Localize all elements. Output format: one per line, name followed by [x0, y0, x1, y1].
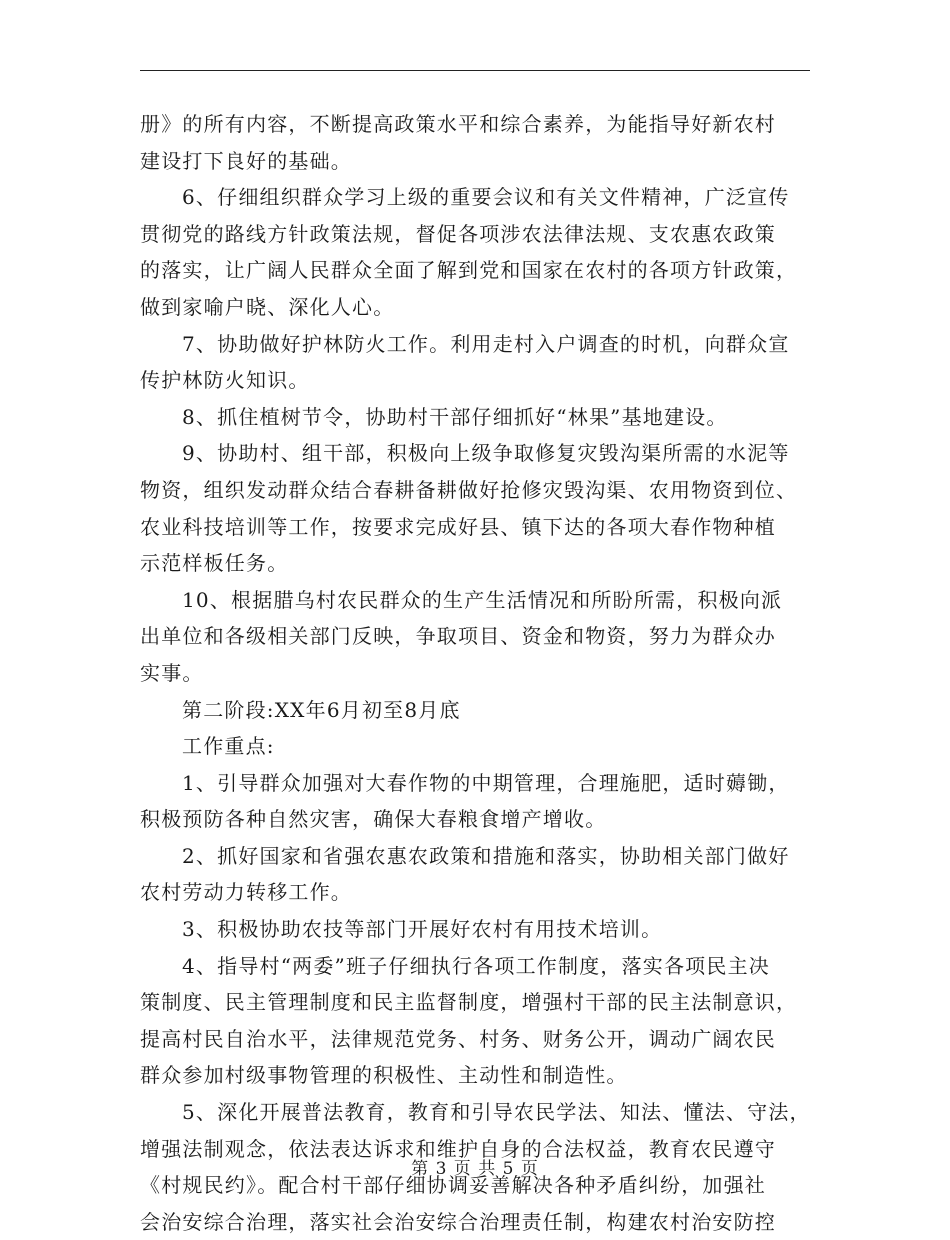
text-line: 8、抓住植树节令，协助村干部仔细抓好“林果”基地建设。 — [182, 404, 728, 429]
text-line: 传护林防火知识。 — [140, 368, 310, 393]
text-line: 10、根据腊乌村农民群众的生产生活情况和所盼所需，积极向派 — [182, 587, 783, 612]
text-line: 6、仔细组织群众学习上级的重要会议和有关文件精神，广泛宣传 — [182, 185, 790, 210]
text-line: 出单位和各级相关部门反映，争取项目、资金和物资，努力为群众办 — [140, 624, 776, 649]
text-line: 册》的所有内容，不断提高政策水平和综合素养，为能指导好新农村 — [140, 112, 776, 136]
page-footer: 第 3 页 共 5 页 — [411, 1159, 539, 1179]
text-line: 农业科技培训等工作，按要求完成好县、镇下达的各项大春作物种植 — [140, 514, 776, 539]
text-line: 增强法制观念，依法表达诉求和维护自身的合法权益，教育农民遵守 — [140, 1136, 776, 1161]
header-rule — [140, 70, 810, 71]
text-line: 做到家喻户晓、深化人心。 — [140, 294, 395, 319]
text-line: 贯彻党的路线方针政策法规，督促各项涉农法律法规、支农惠农政策 — [140, 221, 776, 246]
text-line: 工作重点: — [182, 734, 275, 759]
text-line: 4、指导村“两委”班子仔细执行各项工作制度，落实各项民主决 — [182, 953, 770, 978]
text-line: 5、深化开展普法教育，教育和引导农民学法、知法、懂法、守法， — [182, 1100, 811, 1125]
text-line: 积极预防各种自然灾害，确保大春粮食增产增收。 — [140, 807, 607, 832]
text-line: 《村规民约》。配合村干部仔细协调妥善解决各种矛盾纠纷，加强社 — [140, 1173, 766, 1198]
text-line: 1、引导群众加强对大春作物的中期管理，合理施肥，适时薅锄， — [182, 770, 790, 795]
text-line: 示范样板任务。 — [140, 551, 289, 576]
text-line: 3、积极协助农技等部门开展好农村有用技术培训。 — [182, 917, 663, 942]
text-line: 物资，组织发动群众结合春耕备耕做好抢修灾毁沟渠、农用物资到位、 — [140, 477, 798, 502]
text-line: 群众参加村级事物管理的积极性、主动性和制造性。 — [140, 1063, 628, 1088]
text-line: 策制度、民主管理制度和民主监督制度，增强村干部的民主法制意识， — [140, 990, 798, 1015]
text-line: 农村劳动力转移工作。 — [140, 880, 352, 905]
text-line: 第二阶段:XX年6月初至8月底 — [182, 697, 461, 722]
document-body — [140, 106, 815, 1240]
text-line: 的落实，让广阔人民群众全面了解到党和国家在农村的各项方针政策， — [140, 258, 798, 283]
text-line: 提高村民自治水平，法律规范党务、村务、财务公开，调动广阔农民 — [140, 1026, 776, 1051]
text-line: 会治安综合治理，落实社会治安综合治理责任制，构建农村治安防控 — [140, 1209, 776, 1234]
text-line: 实事。 — [140, 660, 204, 685]
text-line: 7、协助做好护林防火工作。利用走村入户调查的时机，向群众宣 — [182, 331, 790, 356]
text-line: 9、协助村、组干部，积极向上级争取修复灾毁沟渠所需的水泥等 — [182, 441, 790, 466]
text-line: 建设打下良好的基础。 — [140, 148, 352, 173]
text-line: 2、抓好国家和省强农惠农政策和措施和落实，协助相关部门做好 — [182, 843, 790, 868]
